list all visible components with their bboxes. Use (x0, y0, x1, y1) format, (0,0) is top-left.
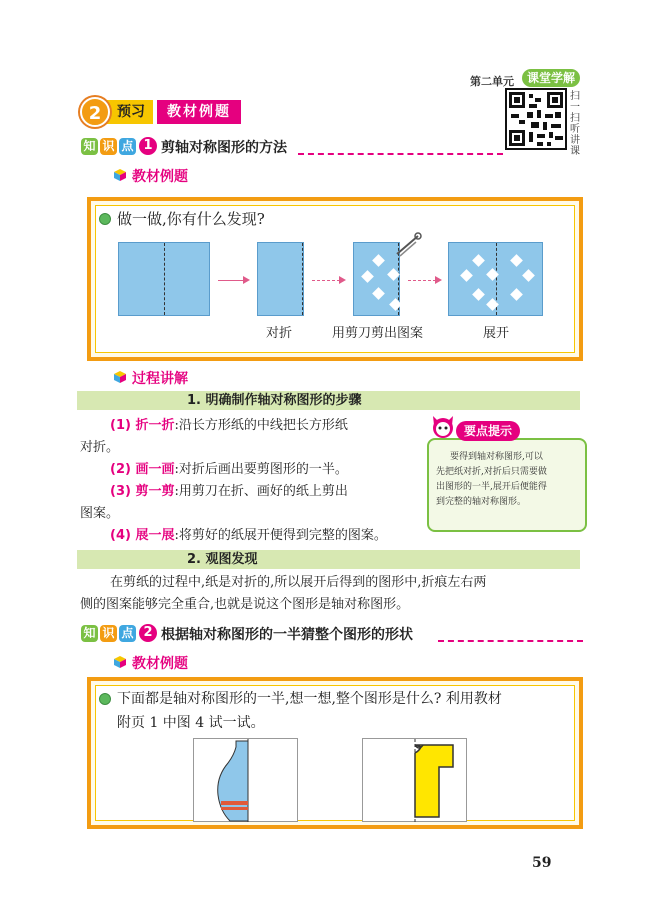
kp2-char-3: 点 (119, 625, 136, 642)
kp2-question-line-2: 附页 1 中图 4 试一试。 (117, 715, 265, 731)
qr-caption: 扫一扫 听讲课 (570, 91, 580, 157)
shirt-half-figure (362, 738, 467, 822)
step-fold-label: (1) 折一折 (110, 418, 175, 433)
step-draw (110, 459, 348, 481)
qr-code[interactable] (505, 88, 567, 150)
preview-badge: 预习 (105, 100, 153, 124)
section-number-badge: 2 (80, 97, 110, 127)
arrow-1 (218, 280, 244, 281)
caption-unfold: 展开 (483, 326, 510, 341)
caption-cut: 用剪刀剪出图案 (332, 326, 424, 341)
caption-fold: 对折 (266, 326, 293, 341)
arrow-3 (408, 280, 436, 281)
step1-heading: 1. 明确制作轴对称图形的步骤 (77, 391, 580, 410)
page-number: 59 (532, 855, 552, 871)
kp2-subhead: 教材例题 (132, 656, 188, 672)
kp1-char-2: 识 (100, 138, 117, 155)
question-bullet (99, 213, 111, 225)
paper-folded (257, 242, 304, 316)
step-cut (110, 481, 348, 503)
step-cut-label: (3) 剪一剪 (110, 484, 175, 499)
kp1-char-3: 点 (119, 138, 136, 155)
question-bullet (99, 693, 111, 705)
tip-line: 要得到轴对称图形,可以 (450, 452, 543, 462)
step-cut-text: :用剪刀在折、画好的纸上剪出 (174, 484, 348, 499)
kp2-title: 根据轴对称图形的一半猜整个图形的形状 (161, 627, 413, 643)
paper-unfolded (118, 242, 210, 316)
tip-badge: 要点提示 (456, 421, 520, 441)
step-unfold-label: (4) 展一展 (110, 528, 175, 543)
step-cut-cont: 图案。 (80, 506, 120, 521)
step-draw-label: (2) 画一画 (110, 462, 175, 477)
kp1-question: 做一做,你有什么发现? (117, 210, 265, 228)
kp1-title: 剪轴对称图形的方法 (161, 140, 287, 156)
observation-line-1: 在剪纸的过程中,纸是对折的,所以展开后得到的图形中,折痕左右两 (110, 575, 487, 590)
process-subhead: 过程讲解 (132, 371, 188, 387)
kp2-number: 2 (139, 624, 157, 642)
textbook-example-banner: 教材例题 (157, 100, 241, 124)
cube-icon (113, 370, 127, 384)
tip-line: 到完整的轴对称图形。 (436, 497, 527, 507)
arrow-2-head (339, 276, 346, 284)
cube-icon (113, 168, 127, 182)
scissors-icon (394, 232, 422, 258)
step-draw-text: :对折后画出要剪图形的一半。 (174, 462, 348, 477)
unit-label: 第二单元 (470, 75, 514, 88)
step-unfold (110, 525, 387, 547)
arrow-2 (312, 280, 340, 281)
step-fold-text: :沿长方形纸的中线把长方形纸 (174, 418, 348, 433)
kp1-divider (298, 153, 503, 155)
step-unfold-text: :将剪好的纸展开便得到完整的图案。 (174, 528, 387, 543)
tip-line: 出图形的一半,展开后便能得 (436, 482, 547, 492)
step-fold (110, 415, 348, 437)
cube-icon (113, 655, 127, 669)
kp1-subhead: 教材例题 (132, 169, 188, 185)
unit-tag: 课堂学解 (522, 69, 580, 87)
kp1-number: 1 (139, 137, 157, 155)
step-fold-cont: 对折。 (80, 440, 120, 455)
kp2-divider (438, 640, 583, 642)
arrow-3-head (435, 276, 442, 284)
vase-half-figure (193, 738, 298, 822)
tip-text (436, 450, 582, 510)
observation-line-2: 侧的图案能够完全重合,也就是说这个图形是轴对称图形。 (80, 597, 410, 612)
arrow-1-head (243, 276, 250, 284)
cat-mascot-icon (430, 413, 456, 439)
step2-heading: 2. 观图发现 (77, 550, 580, 569)
kp1-char-1: 知 (81, 138, 98, 155)
kp2-question-line-1: 下面都是轴对称图形的一半,想一想,整个图形是什么? 利用教材 (117, 691, 502, 707)
tip-line: 先把纸对折,对折后只需要做 (436, 467, 547, 477)
kp2-char-1: 知 (81, 625, 98, 642)
kp2-char-2: 识 (100, 625, 117, 642)
